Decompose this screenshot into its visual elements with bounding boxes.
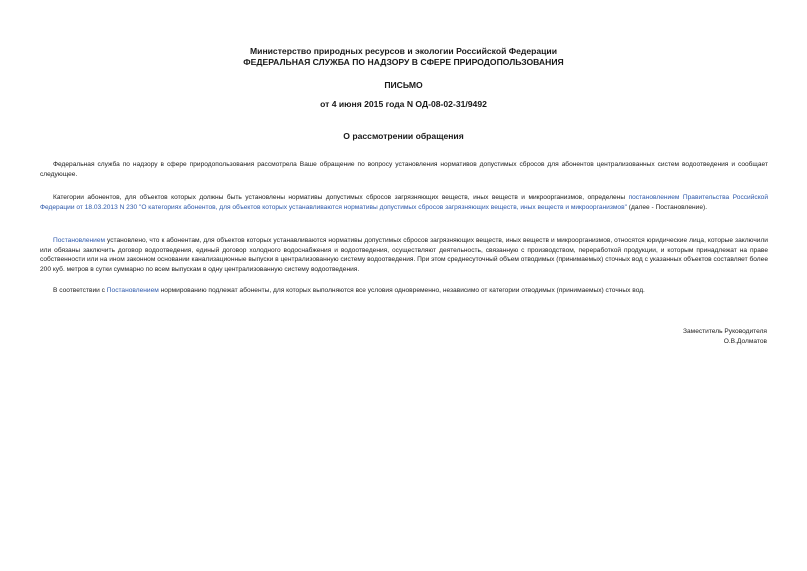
signature-name: О.В.Долматов — [723, 338, 767, 345]
signature-title: Заместитель Руководителя — [683, 328, 767, 335]
paragraph-4 — [40, 286, 768, 296]
document-type: ПИСЬМО — [384, 80, 423, 90]
paragraph-2-text-before: Категории абонентов, для объектов которых должны быть установлены нормативы допустимых сбросов загрязняющих веществ, иных веществ и микроорганизмов, определены — [53, 194, 629, 201]
paragraph-2 — [40, 193, 768, 212]
paragraph-1 — [40, 160, 768, 179]
decree-link-paragraph-3[interactable]: Постановлением — [53, 237, 106, 244]
paragraph-4-text-after: нормированию подлежат абоненты, для которых выполняются все условия одновременно, независимо от категории отводимых (принимаемых) сточных вод. — [158, 287, 645, 294]
ministry-title: Министерство природных ресурсов и экологии Российской Федерации — [250, 46, 557, 56]
decree-link-paragraph-4[interactable]: Постановлением — [106, 287, 159, 294]
document-subject: О рассмотрении обращения — [343, 131, 464, 141]
service-title: ФЕДЕРАЛЬНАЯ СЛУЖБА ПО НАДЗОРУ В СФЕРЕ ПРИРОДОПОЛЬЗОВАНИЯ — [243, 57, 564, 67]
paragraph-4-text-before: В соответствии с — [53, 287, 107, 294]
paragraph-2-text-after: (далее - Постановление). — [626, 203, 708, 211]
document-date-number: от 4 июня 2015 года N ОД-08-02-31/9492 — [320, 99, 487, 109]
paragraph-1-text: Федеральная служба по надзору в сфере природопользования рассмотрела Ваше обращение по вопросу установления нормативов допустимых сбросов для абонентов централизованных систем водоотведения и сообщает следующее. — [40, 161, 768, 178]
paragraph-3 — [40, 236, 768, 274]
government-decree-link[interactable]: постановлением Правительства Российской Федерации от 18.03.2013 N 230 "О категориях абонентов, для объектов которых устанавливаются нормативы допустимых сбросов загрязняющих веществ, иных веществ и микроорганизмов" — [40, 194, 769, 211]
paragraph-3-text: установлено, что к абонентам, для объектов которых устанавливаются нормативы допустимых сбросов загрязняющих веществ, иных веществ и микроорганизмов, относятся юридические лица, которые заключили или обязаны заключить договор водоотведения, единый договор холодного водоснабжения и водоотведения, осуществляют деятельность, связанную с производством, переработкой продукции, и которым принадлежат на праве собственности или на ином законном основании канализационные выпуски в централизованную систему водоотведения. При этом среднесуточный объем отводимых (принимаемых) сточных вод с указанных объектов составляет более 200 куб. метров в сутки суммарно по всем выпускам в одну централизованную систему водоотведения. — [40, 237, 768, 273]
